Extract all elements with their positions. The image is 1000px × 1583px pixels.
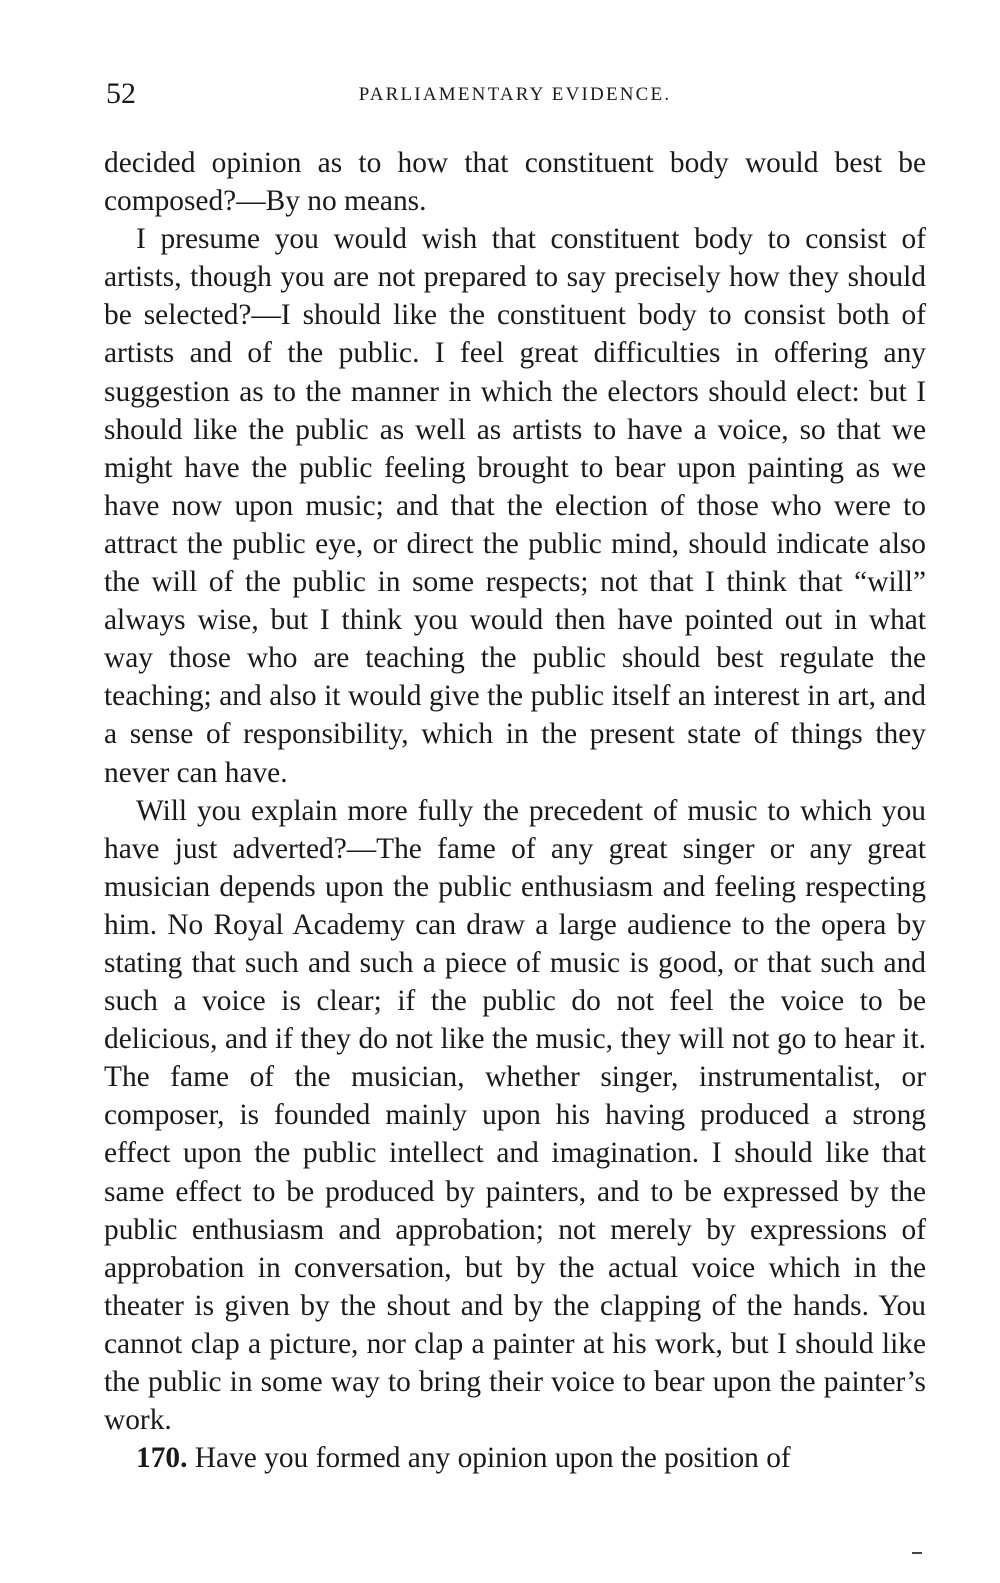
running-head xyxy=(104,74,926,118)
document-page xyxy=(104,74,926,1477)
running-title: PARLIAMENTARY EVIDENCE. xyxy=(358,84,672,105)
paragraph-text: Will you explain more fully the precedent of music to which you have just adverted?—The fame of any great singer or any great musician depends upon the public enthusiasm and feeling respecting him. No Royal Academy can draw a large audience to the opera by stating that such and such a piece of music is good, or that such and such a voice is clear; if the public do not feel the voice to be delicious, and if they do not like the music, they will not go to hear it. The fame of the musician, whether singer, instrumentalist, or composer, is founded mainly upon his having produced a strong effect upon the public intellect and imagination. I should like that same effect to be produced by painters, and to be expressed by the public enthusiasm and approbation; not merely by expressions of approbation in conversation, but by the actual voice which in the theater is given by the shout and by the clapping of the hands. You cannot clap a picture, nor clap a painter at his work, but I should like the public in some way to bring their voice to bear upon the painter’s work. xyxy=(104,794,926,1437)
body-text xyxy=(104,144,926,1477)
question-number: 170. xyxy=(136,1442,188,1475)
page-number: 52 xyxy=(106,77,136,110)
paragraph-text: decided opinion as to how that constituent body would best be composed?—By no means. xyxy=(104,147,926,218)
paragraph xyxy=(104,220,926,791)
paragraph-question xyxy=(104,1439,926,1477)
paragraph xyxy=(104,792,926,1440)
printer-mark xyxy=(912,1552,922,1554)
paragraph-text: Have you formed any opinion upon the position of xyxy=(194,1442,791,1475)
paragraph-continued xyxy=(104,144,926,220)
paragraph-text: I presume you would wish that constituent body to consist of artists, though you are not prepared to say precisely how they should be selected?—I should like the constituent body to consist both of artists and of the public. I feel great difficulties in offering any suggestion as to the manner in which the electors should elect: but I should like the public as well as artists to have a voice, so that we might have the public feeling brought to bear upon painting as we have now upon music; and that the election of those who were to attract the public eye, or direct the public mind, should indicate also the will of the public in some respects; not that I think that “will” always wise, but I think you would then have pointed out in what way those who are teaching the public should best regulate the teaching; and also it would give the public itself an interest in art, and a sense of responsibility, which in the present state of things they never can have. xyxy=(104,223,926,789)
